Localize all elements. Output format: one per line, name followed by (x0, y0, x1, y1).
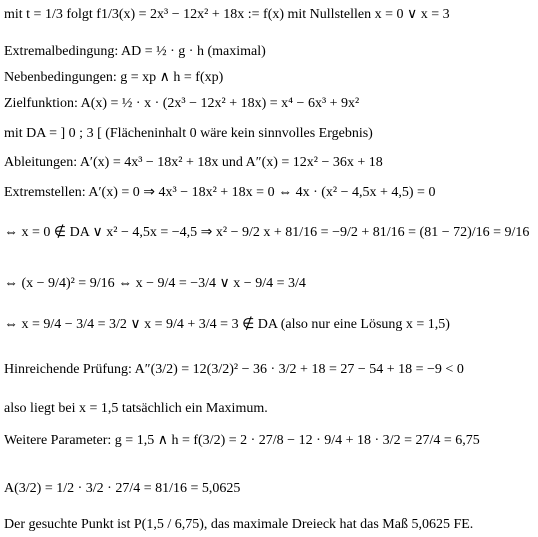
line-4: Zielfunktion: A(x) = ½ · x · (2x³ − 12x² + 18x) = x⁴ − 6x³ + 9x² (4, 96, 360, 111)
line-3: Nebenbedingungen: g = xp ∧ h = f(xp) (4, 70, 224, 85)
line-6: Ableitungen: A′(x) = 4x³ − 18x² + 18x und A″(x) = 12x² − 36x + 18 (4, 155, 383, 170)
line-9: ⇔ (x − 9/4)² = 9/16 ⇔ x − 9/4 = −3/4 ∨ x − 9/4 = 3/4 (4, 276, 306, 291)
line-10: ⇔ x = 9/4 − 3/4 = 3/2 ∨ x = 9/4 + 3/4 = 3 ∉ DA (also nur eine Lösung x = 1,5) (4, 317, 450, 332)
line-12: also liegt bei x = 1,5 tatsächlich ein Maximum. (4, 401, 268, 416)
line-15: Der gesuchte Punkt ist P(1,5 / 6,75), das maximale Dreieck hat das Maß 5,0625 FE. (4, 517, 474, 532)
line-8: ⇔ x = 0 ∉ DA ∨ x² − 4,5x = −4,5 ⇒ x² − 9/2 x + 81/16 = −9/2 + 81/16 = (81 − 72)/16 = 9/16 (4, 225, 530, 240)
line-14: A(3/2) = 1/2 · 3/2 · 27/4 = 81/16 = 5,0625 (4, 481, 241, 496)
line-11: Hinreichende Prüfung: A″(3/2) = 12(3/2)² − 36 · 3/2 + 18 = 27 − 54 + 18 = −9 < 0 (4, 362, 464, 377)
line-7: Extremstellen: A′(x) = 0 ⇒ 4x³ − 18x² + 18x = 0 ⇔ 4x · (x² − 4,5x + 4,5) = 0 (4, 185, 436, 200)
line-1: mit t = 1/3 folgt f1/3(x) = 2x³ − 12x² + 18x := f(x) mit Nullstellen x = 0 ∨ x = 3 (4, 7, 450, 22)
line-13: Weitere Parameter: g = 1,5 ∧ h = f(3/2) = 2 · 27/8 − 12 · 9/4 + 18 · 3/2 = 27/4 = 6,75 (4, 433, 480, 448)
line-5: mit DA = ] 0 ; 3 [ (Flächeninhalt 0 wäre kein sinnvolles Ergebnis) (4, 126, 373, 141)
line-2: Extremalbedingung: AD = ½ · g · h (maximal) (4, 44, 266, 59)
